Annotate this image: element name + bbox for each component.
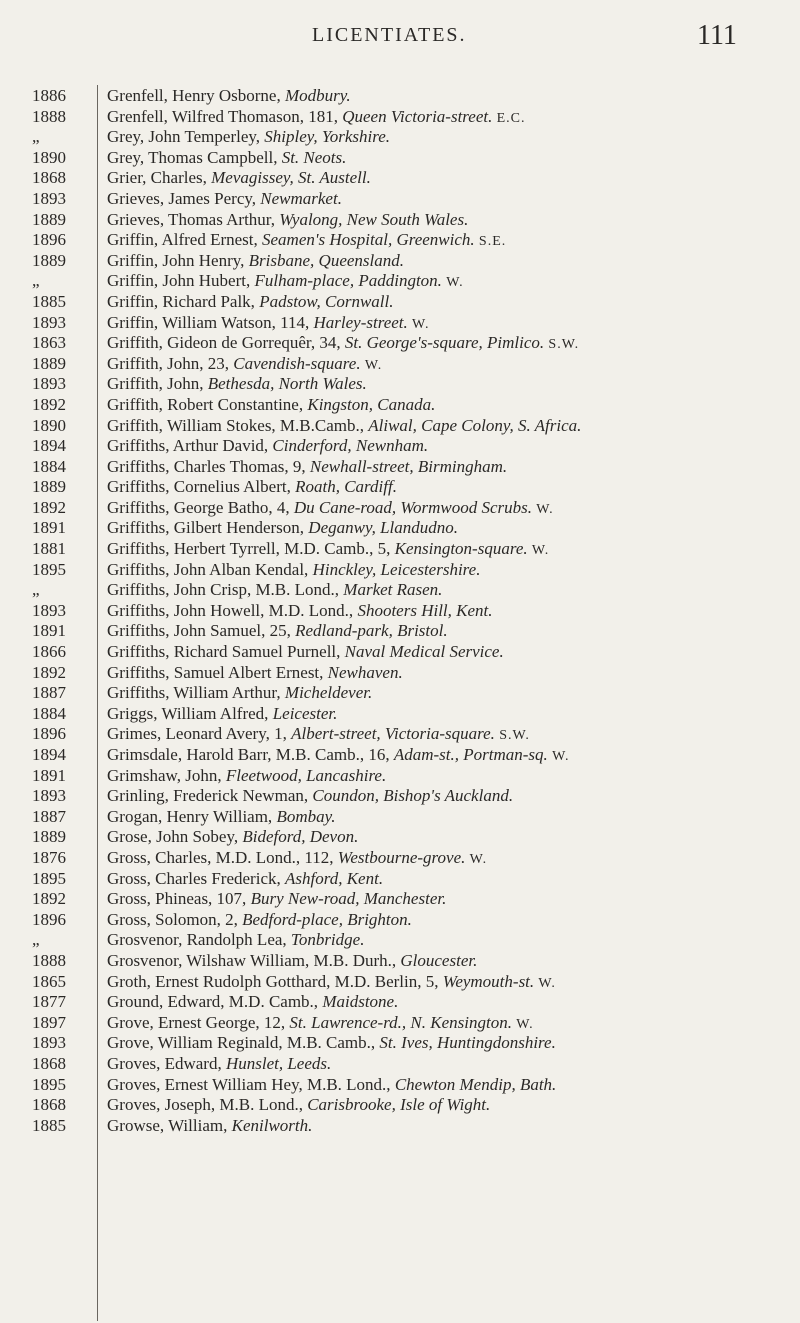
entry-year: 1863 [32, 333, 66, 353]
entry-address: Naval Medical Service. [344, 642, 504, 662]
entry-text [107, 539, 797, 562]
entry-address: St. Neots. [281, 147, 347, 167]
entry-year: 1884 [32, 703, 66, 723]
entry-name: Griffiths, Richard Samuel Purnell, [107, 642, 345, 662]
entry-name: Groves, Ernest William Hey, M.B. Lond., [107, 1074, 395, 1094]
list-item [0, 621, 800, 642]
entry-address: Hunslet, Leeds. [225, 1053, 332, 1073]
entry-year: 1891 [32, 518, 66, 538]
entry-text [107, 869, 797, 890]
entry-name: Gross, Phineas, 107, [107, 889, 251, 909]
entry-text [107, 560, 797, 581]
entry-year: 1894 [32, 745, 66, 764]
list-item [0, 663, 800, 684]
entry-year: 1865 [32, 971, 66, 991]
entry-text [107, 1054, 797, 1075]
list-item [0, 395, 800, 416]
entry-address: Cinderford, Newnham. [272, 436, 429, 456]
list-item [0, 848, 800, 869]
entry-address: St. George's-square, Pimlico. [344, 333, 545, 353]
entry-postal-district: S.W. [499, 728, 530, 744]
entry-text [107, 354, 797, 377]
entry-name: Griggs, William Alfred, [107, 703, 273, 723]
entry-name: Griffiths, Samuel Albert Ernest, [107, 662, 328, 682]
entry-text [107, 86, 797, 107]
entry-address: Weymouth-st. [442, 971, 535, 991]
entry-name: Grinling, Frederick Newman, [107, 786, 313, 806]
entry-address: Bury New-road, Manchester. [250, 889, 447, 909]
entry-address: Seamen's Hospital, Greenwich. [262, 230, 475, 250]
entry-address: Tonbridge. [290, 930, 365, 950]
entry-address: Du Cane-road, Wormwood Scrubs. [293, 497, 532, 517]
entry-address: Roath, Cardiff. [295, 477, 397, 497]
entry-year: 1895 [32, 559, 66, 579]
entry-year: 1889 [32, 353, 66, 373]
entry-name: Griffiths, John Crisp, M.B. Lond., [107, 580, 344, 600]
entry-address: Market Rasen. [343, 580, 443, 600]
entry-year: 1886 [32, 86, 66, 105]
entry-text [107, 889, 797, 910]
list-item [0, 560, 800, 581]
entry-postal-district: W. [531, 543, 550, 559]
list-item [0, 86, 800, 107]
entry-address: Queen Victoria-street. [342, 106, 493, 126]
entry-name: Griffiths, William Arthur, [107, 683, 285, 703]
list-item [0, 766, 800, 787]
entry-year: 1881 [32, 539, 66, 559]
entry-text [107, 992, 797, 1013]
entry-address: Newhaven. [327, 662, 403, 682]
entry-year: 1893 [32, 786, 66, 806]
list-item [0, 271, 800, 292]
entry-year: 1890 [32, 415, 66, 435]
entry-name: Grenfell, Wilfred Thomason, 181, [107, 106, 343, 126]
entry-postal-district: S.E. [478, 234, 507, 250]
list-item [0, 148, 800, 169]
entry-address: Carisbrooke, Isle of Wight. [307, 1095, 491, 1115]
entry-year: 1891 [32, 765, 66, 785]
list-item [0, 416, 800, 437]
entry-year: „ [32, 127, 40, 147]
entry-text [107, 724, 797, 747]
entry-address: Harley-street. [313, 312, 408, 332]
entry-year: 1897 [32, 1012, 66, 1032]
entry-year: 1892 [32, 497, 66, 517]
entry-year: 1889 [32, 209, 66, 229]
entry-name: Grey, Thomas Campbell, [107, 147, 282, 167]
list-item [0, 251, 800, 272]
entry-year: 1893 [32, 374, 66, 394]
entry-year: 1893 [32, 1033, 66, 1053]
entry-text [107, 807, 797, 828]
entry-text [107, 951, 797, 972]
entry-year: 1892 [32, 889, 66, 909]
entry-name: Ground, Edward, M.D. Camb., [107, 992, 323, 1012]
list-item [0, 1075, 800, 1096]
entry-postal-district: W. [536, 501, 554, 517]
list-item [0, 518, 800, 539]
entry-name: Groves, Joseph, M.B. Lond., [107, 1095, 308, 1115]
entry-year: 1889 [32, 250, 66, 270]
entry-year: 1889 [32, 477, 66, 497]
list-item [0, 889, 800, 910]
entry-text [107, 271, 797, 294]
entry-year: 1892 [32, 662, 66, 682]
list-item [0, 292, 800, 313]
entry-year: 1893 [32, 312, 66, 332]
entry-text [107, 683, 797, 704]
list-item [0, 807, 800, 828]
entry-address: Brisbane, Queensland. [248, 250, 404, 270]
entry-text [107, 436, 797, 457]
entry-text [107, 580, 797, 601]
entry-name: Griffiths, Herbert Tyrrell, M.D. Camb., 5, [107, 539, 395, 559]
entry-name: Grosvenor, Randolph Lea, [107, 930, 291, 950]
entry-name: Grove, Ernest George, 12, [107, 1012, 290, 1032]
entry-name: Griffith, Gideon de Gorrequêr, 34, [107, 333, 345, 353]
entry-name: Grosvenor, Wilshaw William, M.B. Durh., [107, 950, 401, 970]
entry-year: „ [32, 580, 40, 600]
entry-text [107, 127, 797, 148]
entry-year: 1866 [32, 642, 66, 662]
entry-text [107, 313, 797, 336]
entry-postal-district: W. [516, 1016, 534, 1032]
entry-text [107, 498, 797, 521]
entry-year: „ [32, 271, 40, 291]
entry-year: 1884 [32, 456, 66, 476]
entry-year: 1893 [32, 188, 66, 208]
entry-address: Kingston, Canada. [307, 394, 436, 414]
licentiates-list [0, 86, 800, 1136]
entry-address: Cavendish-square. [233, 353, 361, 373]
entry-address: Adam-st., Portman-sq. [393, 745, 548, 764]
entry-address: Newhall-street, Birmingham. [309, 456, 508, 476]
entry-text [107, 292, 797, 313]
entry-text [107, 704, 797, 725]
entry-name: Grieves, Thomas Arthur, [107, 209, 280, 229]
entry-text [107, 1095, 797, 1116]
entry-year: 1894 [32, 436, 66, 456]
list-item [0, 601, 800, 622]
entry-address: Newmarket. [260, 188, 342, 208]
entry-text [107, 1075, 797, 1096]
list-item [0, 477, 800, 498]
entry-text [107, 189, 797, 210]
entry-postal-district: W. [364, 357, 383, 373]
entry-address: Shipley, Yorkshire. [264, 127, 391, 147]
entry-name: Griffith, John, 23, [107, 353, 234, 373]
entry-address: Modbury. [284, 86, 351, 105]
entry-text [107, 148, 797, 169]
entry-year: 1893 [32, 600, 66, 620]
list-item [0, 189, 800, 210]
list-item [0, 930, 800, 951]
entry-address: Westbourne-grove. [337, 847, 466, 867]
list-item [0, 168, 800, 189]
list-item [0, 683, 800, 704]
entry-text [107, 374, 797, 395]
entry-address: Leicester. [272, 703, 338, 723]
entry-text [107, 621, 797, 642]
entry-name: Griffin, Richard Palk, [107, 291, 260, 311]
entry-year: 1887 [32, 806, 66, 826]
running-head: LICENTIATES. [312, 24, 467, 46]
entry-address: Shooters Hill, Kent. [357, 600, 493, 620]
entry-name: Grey, John Temperley, [107, 127, 265, 147]
entry-name: Griffiths, George Batho, 4, [107, 497, 294, 517]
entry-text [107, 786, 797, 807]
entry-address: St. Ives, Huntingdonshire. [379, 1033, 556, 1053]
entry-address: Kenilworth. [231, 1115, 313, 1135]
entry-name: Groth, Ernest Rudolph Gotthard, M.D. Berlin, 5, [107, 971, 443, 991]
entry-text [107, 601, 797, 622]
entry-text [107, 1013, 797, 1036]
entry-year: 1889 [32, 827, 66, 847]
list-item [0, 539, 800, 560]
entry-name: Grieves, James Percy, [107, 188, 261, 208]
entry-year: 1895 [32, 868, 66, 888]
entry-postal-district: W. [446, 275, 464, 291]
entry-address: Coundon, Bishop's Auckland. [312, 786, 514, 806]
entry-text [107, 230, 797, 253]
entry-name: Grose, John Sobey, [107, 827, 243, 847]
entry-postal-district: W. [469, 851, 488, 867]
list-item [0, 704, 800, 725]
list-item [0, 745, 800, 766]
entry-name: Grogan, Henry William, [107, 806, 277, 826]
entry-text [107, 168, 797, 189]
entry-name: Gross, Charles Frederick, [107, 868, 285, 888]
list-item [0, 1095, 800, 1116]
entry-text [107, 477, 797, 498]
entry-address: Hinckley, Leicestershire. [312, 559, 481, 579]
entry-year: 1876 [32, 847, 66, 867]
entry-name: Groves, Edward, [107, 1053, 226, 1073]
list-item [0, 786, 800, 807]
entry-name: Grimes, Leonard Avery, 1, [107, 724, 292, 744]
entry-address: Chewton Mendip, Bath. [394, 1074, 557, 1094]
list-item [0, 127, 800, 148]
entry-address: Padstow, Cornwall. [259, 291, 394, 311]
entry-name: Growse, William, [107, 1115, 232, 1135]
entry-year: 1888 [32, 106, 66, 126]
entry-name: Griffiths, Gilbert Henderson, [107, 518, 309, 538]
entry-year: 1890 [32, 147, 66, 167]
entry-text [107, 766, 797, 787]
list-item [0, 498, 800, 519]
entry-text [107, 642, 797, 663]
list-item [0, 1054, 800, 1075]
page-number: 111 [697, 20, 737, 51]
list-item [0, 724, 800, 745]
entry-text [107, 827, 797, 848]
entry-name: Grimshaw, John, [107, 765, 226, 785]
list-item [0, 210, 800, 231]
entry-address: Kensington-square. [394, 539, 528, 559]
entry-name: Griffith, Robert Constantine, [107, 394, 308, 414]
entry-year: 1896 [32, 230, 66, 250]
list-item [0, 230, 800, 251]
entry-address: Mevagissey, St. Austell. [211, 168, 371, 188]
entry-address: Gloucester. [400, 950, 478, 970]
entry-year: 1888 [32, 950, 66, 970]
entry-text [107, 457, 797, 478]
entry-name: Griffiths, Cornelius Albert, [107, 477, 296, 497]
list-item [0, 457, 800, 478]
entry-name: Gross, Charles, M.D. Lond., 112, [107, 847, 338, 867]
list-item [0, 972, 800, 993]
list-item [0, 1033, 800, 1054]
entry-name: Grimsdale, Harold Barr, M.B. Camb., 16, [107, 745, 394, 764]
entry-name: Griffin, William Watson, 114, [107, 312, 314, 332]
list-item [0, 333, 800, 354]
entry-text [107, 1116, 797, 1137]
list-item [0, 107, 800, 128]
entry-address: Aliwal, Cape Colony, S. Africa. [368, 415, 582, 435]
list-item [0, 1013, 800, 1034]
list-item [0, 374, 800, 395]
entry-year: „ [32, 930, 40, 950]
entry-postal-district: S.W. [548, 337, 580, 353]
entry-year: 1896 [32, 909, 66, 929]
entry-postal-district: E.C. [496, 110, 526, 126]
entry-text [107, 416, 797, 437]
entry-year: 1877 [32, 992, 66, 1012]
entry-name: Grove, William Reginald, M.B. Camb., [107, 1033, 380, 1053]
entry-text [107, 745, 797, 768]
entry-year: 1891 [32, 621, 66, 641]
entry-year: 1896 [32, 724, 66, 744]
entry-year: 1887 [32, 683, 66, 703]
entry-postal-district: W. [538, 975, 556, 991]
entry-year: 1868 [32, 1095, 66, 1115]
entry-text [107, 848, 797, 871]
list-item [0, 642, 800, 663]
entry-text [107, 518, 797, 539]
list-item [0, 951, 800, 972]
page-header [0, 20, 800, 56]
entry-name: Griffiths, John Samuel, 25, [107, 621, 296, 641]
entry-year: 1892 [32, 394, 66, 414]
entry-name: Griffiths, John Alban Kendal, [107, 559, 313, 579]
entry-text [107, 1033, 797, 1054]
entry-address: Fleetwood, Lancashire. [225, 765, 387, 785]
entry-year: 1885 [32, 1115, 66, 1135]
entry-name: Griffiths, Charles Thomas, 9, [107, 456, 310, 476]
entry-address: Fulham-place, Paddington. [254, 271, 442, 291]
list-item [0, 436, 800, 457]
list-item [0, 313, 800, 334]
entry-name: Gross, Solomon, 2, [107, 909, 243, 929]
entry-postal-district: W. [552, 749, 570, 764]
entry-text [107, 972, 797, 995]
entry-name: Grier, Charles, [107, 168, 212, 188]
entry-text [107, 663, 797, 684]
entry-name: Grenfell, Henry Osborne, [107, 86, 285, 105]
entry-name: Griffin, John Hubert, [107, 271, 255, 291]
entry-text [107, 107, 797, 130]
entry-name: Griffith, William Stokes, M.B.Camb., [107, 415, 369, 435]
entry-text [107, 210, 797, 231]
entry-name: Griffin, Alfred Ernest, [107, 230, 263, 250]
list-item [0, 1116, 800, 1137]
list-item [0, 827, 800, 848]
list-item [0, 354, 800, 375]
entry-address: Wyalong, New South Wales. [279, 209, 469, 229]
entry-name: Griffith, John, [107, 374, 208, 394]
entry-address: St. Lawrence-rd., N. Kensington. [289, 1012, 512, 1032]
entry-address: Bethesda, North Wales. [207, 374, 367, 394]
entry-name: Griffiths, Arthur David, [107, 436, 273, 456]
entry-text [107, 930, 797, 951]
list-item [0, 580, 800, 601]
entry-year: 1895 [32, 1074, 66, 1094]
entry-postal-district: W. [412, 316, 430, 332]
list-item [0, 910, 800, 931]
entry-year: 1868 [32, 168, 66, 188]
entry-address: Albert-street, Victoria-square. [291, 724, 495, 744]
list-item [0, 992, 800, 1013]
entry-text [107, 910, 797, 931]
entry-address: Ashford, Kent. [285, 868, 384, 888]
entry-text [107, 333, 797, 356]
entry-address: Bombay. [276, 806, 336, 826]
entry-address: Deganwy, Llandudno. [308, 518, 458, 538]
entry-address: Maidstone. [322, 992, 399, 1012]
entry-year: 1885 [32, 291, 66, 311]
entry-name: Griffin, John Henry, [107, 250, 249, 270]
entry-year: 1868 [32, 1053, 66, 1073]
entry-address: Bideford, Devon. [242, 827, 359, 847]
list-item [0, 869, 800, 890]
entry-name: Griffiths, John Howell, M.D. Lond., [107, 600, 358, 620]
entry-text [107, 251, 797, 272]
entry-address: Micheldever. [284, 683, 373, 703]
entry-address: Bedford-place, Brighton. [242, 909, 412, 929]
entry-text [107, 395, 797, 416]
entry-address: Redland-park, Bristol. [295, 621, 448, 641]
